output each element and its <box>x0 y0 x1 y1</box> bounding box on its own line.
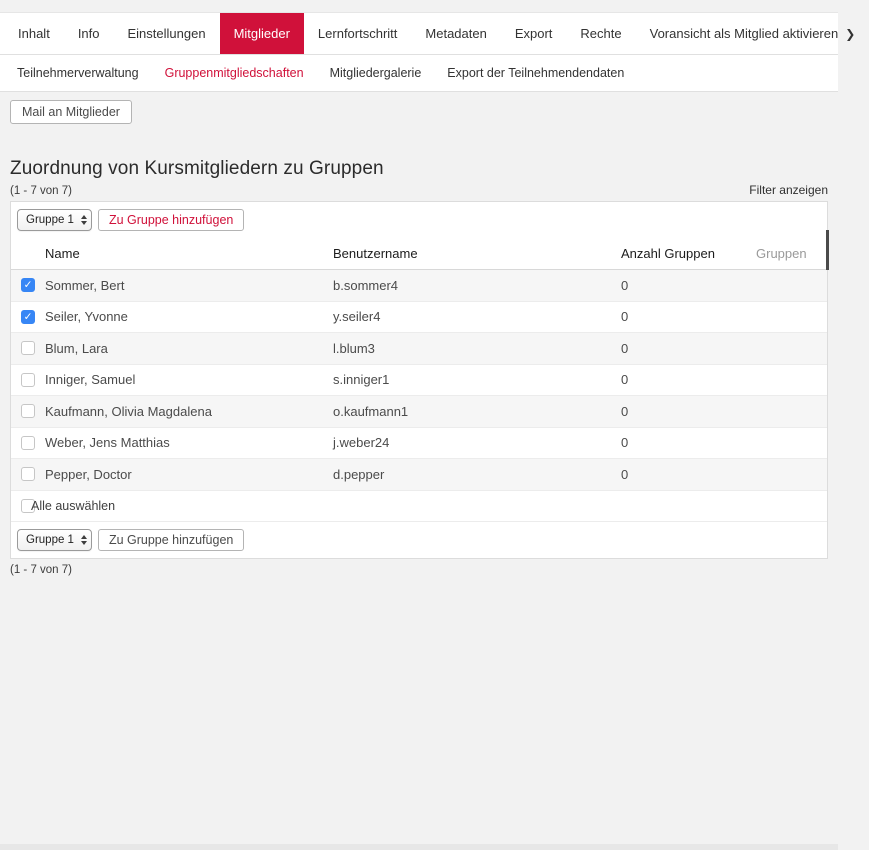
range-row-top <box>10 183 828 197</box>
table-row <box>11 459 827 491</box>
tab-metadaten[interactable]: Metadaten <box>425 26 487 41</box>
main-content <box>0 92 838 576</box>
member-name: Seiler, Yvonne <box>45 309 128 325</box>
member-username: d.pepper <box>333 466 385 482</box>
subtab-gruppenmitgliedschaften[interactable]: Gruppenmitgliedschaften <box>164 66 304 80</box>
tab-rechte[interactable]: Rechte <box>580 26 622 41</box>
column-header-groups: Gruppen <box>756 246 807 261</box>
member-name: Pepper, Doctor <box>45 466 132 482</box>
member-username: j.weber24 <box>333 435 390 451</box>
member-group-count: 0 <box>621 372 629 388</box>
select-stepper-icon <box>81 535 87 545</box>
member-username: l.blum3 <box>333 340 375 356</box>
members-table-panel <box>10 201 828 559</box>
table-controls-top <box>11 202 827 238</box>
tab-export[interactable]: Export <box>514 26 553 41</box>
row-checkbox[interactable] <box>21 404 35 418</box>
member-name: Weber, Jens Matthias <box>45 435 170 451</box>
row-checkbox[interactable] <box>21 341 35 355</box>
main-tab-bar <box>0 12 856 55</box>
table-row <box>11 365 827 397</box>
member-name: Sommer, Bert <box>45 277 125 293</box>
column-header-group-count[interactable]: Anzahl Gruppen <box>621 246 715 261</box>
column-header-username[interactable]: Benutzername <box>333 246 418 261</box>
add-to-group-button-bottom[interactable]: Zu Gruppe hinzufügen <box>98 529 244 551</box>
member-username: s.inniger1 <box>333 372 390 388</box>
member-name: Kaufmann, Olivia Magdalena <box>45 403 212 419</box>
result-range-bottom: (1 - 7 von 7) <box>10 563 72 576</box>
row-checkbox[interactable] <box>21 467 35 481</box>
table-row <box>11 302 827 334</box>
member-group-count: 0 <box>621 277 629 293</box>
table-row <box>11 333 827 365</box>
page-title: Zuordnung von Kursmitgliedern zu Gruppen <box>10 158 384 179</box>
subtab-export-teilnehmendendaten[interactable]: Export der Teilnehmendendaten <box>447 66 625 80</box>
tab-einstellungen[interactable]: Einstellungen <box>127 26 206 41</box>
preview-as-member-label: Voransicht als Mitglied aktivieren <box>649 26 839 41</box>
member-group-count: 0 <box>621 309 629 325</box>
member-username: y.seiler4 <box>333 309 381 325</box>
page-bottom-strip <box>0 844 838 850</box>
sub-tab-bar <box>0 55 838 92</box>
member-name: Blum, Lara <box>45 340 108 356</box>
table-row <box>11 270 827 302</box>
member-group-count: 0 <box>621 466 629 482</box>
tab-preview-as-member[interactable] <box>636 13 869 54</box>
member-name: Inniger, Samuel <box>45 372 136 388</box>
member-group-count: 0 <box>621 435 629 451</box>
group-select-bottom-value: Gruppe 1 <box>26 533 74 546</box>
row-checkbox[interactable] <box>21 310 35 324</box>
group-select-top-value: Gruppe 1 <box>26 214 74 226</box>
row-checkbox[interactable] <box>21 278 35 292</box>
add-to-group-button-top[interactable]: Zu Gruppe hinzufügen <box>98 209 244 231</box>
header-edge-bar <box>826 230 829 270</box>
tab-mitglieder[interactable]: Mitglieder <box>220 13 304 54</box>
select-all-label: Alle auswählen <box>31 498 116 513</box>
result-range-top: (1 - 7 von 7) <box>10 185 72 197</box>
show-filter-link[interactable]: Filter anzeigen <box>749 183 828 197</box>
chevron-right-icon: ❯ <box>845 26 856 41</box>
subtab-teilnehmerverwaltung[interactable]: Teilnehmerverwaltung <box>17 66 139 80</box>
tab-lernfortschritt[interactable]: Lernfortschritt <box>317 26 398 41</box>
subtab-mitgliedergalerie[interactable]: Mitgliedergalerie <box>329 66 422 80</box>
group-select-bottom[interactable] <box>17 529 92 551</box>
member-group-count: 0 <box>621 403 629 419</box>
member-username: b.sommer4 <box>333 277 399 293</box>
column-header-name[interactable]: Name <box>45 246 80 261</box>
select-stepper-icon <box>81 215 87 225</box>
select-all-row <box>11 491 827 522</box>
table-row <box>11 428 827 460</box>
table-controls-bottom <box>11 522 827 558</box>
group-select-top[interactable] <box>17 209 92 231</box>
tab-info[interactable]: Info <box>77 26 100 41</box>
member-group-count: 0 <box>621 340 629 356</box>
member-username: o.kaufmann1 <box>333 403 409 419</box>
table-header-row <box>11 238 827 270</box>
row-checkbox[interactable] <box>21 436 35 450</box>
mail-to-members-button[interactable]: Mail an Mitglieder <box>10 100 132 124</box>
tab-inhalt[interactable]: Inhalt <box>18 26 50 41</box>
table-row <box>11 396 827 428</box>
row-checkbox[interactable] <box>21 373 35 387</box>
